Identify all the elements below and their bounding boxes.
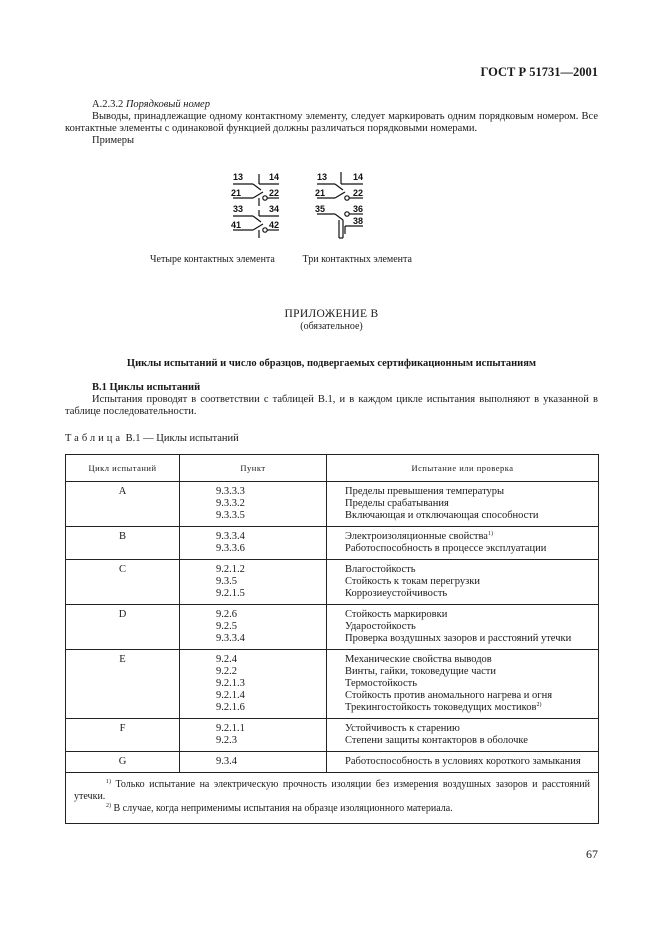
- terminal-label: 33: [233, 204, 244, 214]
- item-number: 9.2.1.2: [216, 564, 245, 575]
- table-notes: [66, 773, 599, 824]
- terminal-label: 22: [269, 188, 280, 198]
- test-name: Работоспособность в условиях короткого замыкания: [345, 756, 581, 767]
- terminal-label: 22: [353, 188, 364, 198]
- section-number: А.2.3.2: [92, 99, 124, 110]
- item-number: 9.3.3.4: [216, 633, 245, 644]
- cycle-cell: G: [66, 752, 180, 773]
- footnote-mark: 2): [106, 803, 111, 809]
- item-number: 9.3.3.5: [216, 510, 245, 521]
- three-contact-labels: [315, 172, 363, 226]
- header-item: Пункт: [180, 455, 327, 482]
- item-cell: [180, 482, 327, 527]
- table-caption-prefix: Таблица: [65, 433, 124, 444]
- header-test: Испытание или проверка: [327, 455, 599, 482]
- footnote-mark: 1): [106, 779, 111, 785]
- terminal-label: 36: [353, 204, 364, 214]
- item-number: 9.3.3.2: [216, 498, 245, 509]
- test-name: Коррозиеустойчивость: [345, 588, 448, 599]
- table-notes-row: [66, 773, 599, 824]
- item-number: 9.2.1.5: [216, 588, 245, 599]
- test-name: Проверка воздушных зазоров и расстояний утечки: [345, 633, 572, 644]
- test-name: Винты, гайки, токоведущие части: [345, 666, 497, 677]
- test-name: Термостойкость: [345, 678, 418, 689]
- section-paragraph: Выводы, принадлежащие одному контактному элементу, следует маркировать одним порядковым номером. Все контактные элементы с одинаковой функцией должны различаться порядковыми номерами.: [65, 111, 598, 134]
- terminal-label: 14: [353, 172, 364, 182]
- test-name: Ударостойкость: [345, 621, 416, 632]
- appendix-section-title: Циклы испытаний и число образцов, подвергаемых сертификационным испытаниям: [126, 358, 537, 369]
- cycle-cell: С: [66, 560, 180, 605]
- test-name: Работоспособность в процессе эксплуатации: [345, 543, 547, 554]
- terminal-label: 35: [315, 204, 326, 214]
- test-cell: [327, 650, 599, 719]
- item-number: 9.2.3: [216, 735, 237, 746]
- item-cell: [180, 650, 327, 719]
- item-number: 9.3.3.6: [216, 543, 245, 554]
- diagram-captions: [150, 254, 450, 266]
- table-row: [66, 650, 599, 719]
- test-cell: [327, 527, 599, 560]
- test-name: Устойчивость к старению: [345, 723, 460, 734]
- item-cell: [180, 719, 327, 752]
- terminal-label: 38: [353, 216, 364, 226]
- test-cell: [327, 719, 599, 752]
- terminal-label: 21: [231, 188, 242, 198]
- item-number: 9.2.1.1: [216, 723, 245, 734]
- contact-diagram: [225, 168, 385, 248]
- item-number: 9.2.1.3: [216, 678, 245, 689]
- table-caption: [65, 433, 239, 445]
- footnote-text: В случае, когда неприменимы испытания на образце изоляционного материала.: [113, 803, 453, 814]
- footnote-1: [74, 779, 590, 803]
- item-cell: [180, 560, 327, 605]
- four-contact-labels: [231, 172, 279, 230]
- header-cycle: Цикл испытаний: [66, 455, 180, 482]
- b1-paragraph: Испытания проводят в соответствии с таблицей В.1, и в каждом цикле испытания выполняют в указанной в таблице последовательности.: [65, 394, 598, 417]
- test-name: Пределы превышения температуры: [345, 486, 505, 497]
- test-name: Стойкость маркировки: [345, 609, 448, 620]
- test-name: Стойкость к токам перегрузки: [345, 576, 480, 587]
- item-number: 9.3.3.4: [216, 531, 245, 542]
- footnote-text: Только испытание на электрическую прочность изоляции без измерения воздушных зазоров и расстояний утечки.: [74, 779, 591, 802]
- document-header: ГОСТ Р 51731—2001: [480, 65, 598, 79]
- item-cell: [180, 527, 327, 560]
- item-number: 9.3.4: [216, 756, 237, 767]
- footnote-mark: 2): [536, 702, 542, 708]
- test-name-with-footnote: [345, 702, 594, 714]
- item-number: 9.2.6: [216, 609, 237, 620]
- cycle-cell: В: [66, 527, 180, 560]
- terminal-label: 34: [269, 204, 280, 214]
- caption-four-elements: Четыре контактных элемента: [150, 254, 275, 265]
- caption-three-elements: Три контактных элемента: [302, 254, 412, 265]
- cycle-cell: D: [66, 605, 180, 650]
- table-row: [66, 752, 599, 773]
- page-number: 67: [586, 847, 598, 861]
- item-number: 9.2.1.4: [216, 690, 245, 701]
- terminal-label: 21: [315, 188, 326, 198]
- test-name: Стойкость против аномального нагрева и огня: [345, 690, 553, 701]
- b1-heading: В.1 Циклы испытаний: [92, 382, 201, 393]
- test-name: Влагостойкость: [345, 564, 416, 575]
- table-header-row: [66, 455, 599, 482]
- item-cell: [180, 605, 327, 650]
- footnote-mark: 1): [487, 531, 493, 537]
- section-heading: [65, 99, 598, 111]
- test-cycles-table: [65, 454, 599, 824]
- test-cell: [327, 482, 599, 527]
- test-cell: [327, 605, 599, 650]
- terminal-label: 13: [233, 172, 244, 182]
- item-number: 9.3.3.3: [216, 486, 245, 497]
- table-row: [66, 560, 599, 605]
- table-caption-text: В.1 — Циклы испытаний: [125, 433, 239, 444]
- test-name: Степени защиты контакторов в оболочке: [345, 735, 528, 746]
- item-number: 9.3.5: [216, 576, 237, 587]
- test-name: Пределы срабатывания: [345, 498, 449, 509]
- test-name: Электроизоляционные свойства: [345, 531, 488, 542]
- test-name: Механические свойства выводов: [345, 654, 492, 665]
- terminal-label: 13: [317, 172, 328, 182]
- table-row: [66, 719, 599, 752]
- terminal-label: 42: [269, 220, 280, 230]
- test-cell: [327, 752, 599, 773]
- table-row: [66, 527, 599, 560]
- cycle-cell: E: [66, 650, 180, 719]
- test-name: Трекингостойкость токоведущих мостиков: [345, 702, 537, 713]
- table-row: [66, 605, 599, 650]
- item-number: 9.2.4: [216, 654, 237, 665]
- test-cell: [327, 560, 599, 605]
- terminal-label: 41: [231, 220, 242, 230]
- item-number: 9.2.2: [216, 666, 237, 677]
- appendix-title: ПРИЛОЖЕНИЕ В: [284, 308, 379, 320]
- contact-elements-svg: [225, 168, 385, 248]
- item-cell: [180, 752, 327, 773]
- test-name: Включающая и отключающая способности: [345, 510, 539, 521]
- appendix-subtitle: (обязательное): [300, 321, 363, 332]
- table-row: [66, 482, 599, 527]
- test-name-with-footnote: [345, 531, 594, 543]
- cycle-cell: F: [66, 719, 180, 752]
- terminal-label: 14: [269, 172, 280, 182]
- item-number: 9.2.5: [216, 621, 237, 632]
- cycle-cell: А: [66, 482, 180, 527]
- footnote-2: [74, 803, 590, 815]
- item-number: 9.2.1.6: [216, 702, 245, 713]
- examples-label: Примеры: [92, 135, 135, 146]
- section-title: Порядковый номер: [125, 99, 210, 110]
